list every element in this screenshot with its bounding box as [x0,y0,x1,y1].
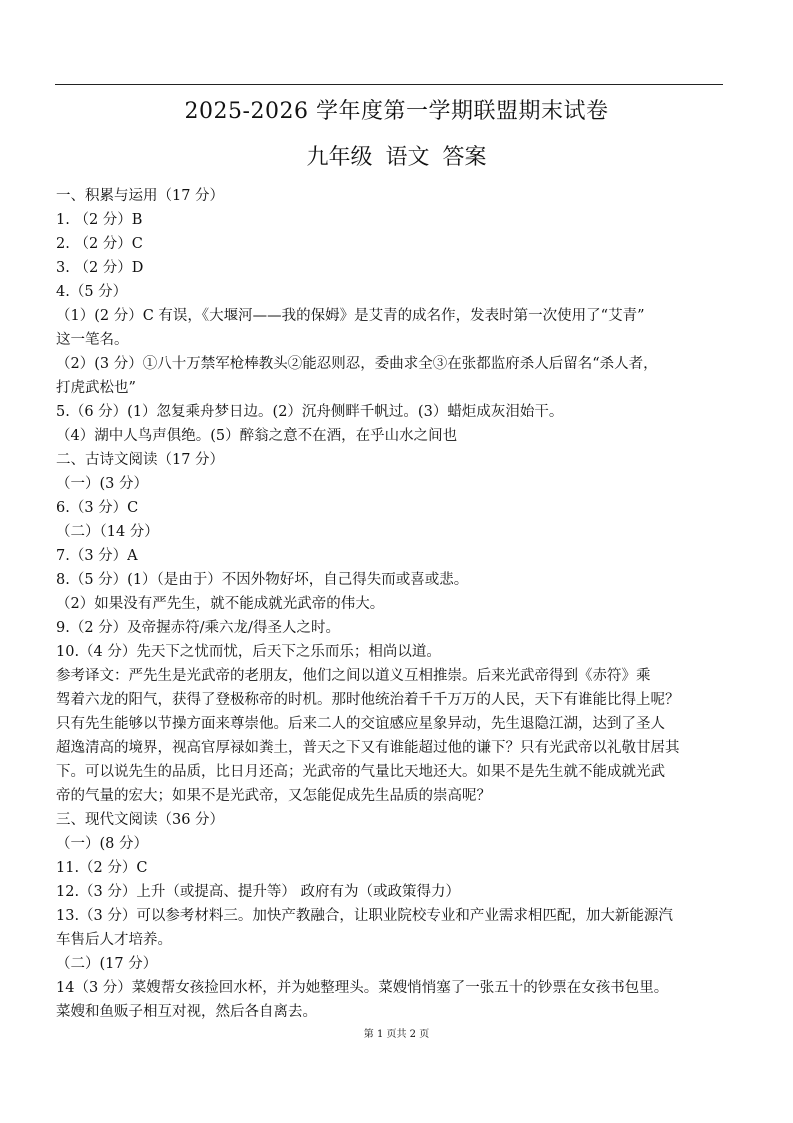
answer-line: （4）湖中人鸟声俱绝。(5）醉翁之意不在酒，在乎山水之间也 [56,428,458,444]
answer-line: 2. （2 分）C [56,236,143,252]
answer-line: 10.（4 分）先天下之忧而忧，后天下之乐而乐；相尚以道。 [56,644,441,660]
answer-line: 8.（5 分）(1）（是由于）不因外物好坏，自己得失而或喜或悲。 [56,572,469,588]
answer-line: 9.（2 分）及帝握赤符/乘六龙/得圣人之时。 [56,620,340,636]
answer-line: 这一笔名。 [56,332,129,348]
answer-line: 1. （2 分）B [56,212,143,228]
document-title: 2025-2026 学年度第一学期联盟期末试卷 [184,99,609,124]
header-rule [55,84,723,85]
subsection-heading: （二）（14 分） [56,524,159,540]
answer-line: 打虎武松也” [56,380,136,396]
answer-line: 6.（3 分）C [56,500,139,516]
answer-line: （1）(2 分）C 有误，《大堰河——我的保姆》是艾青的成名作，发表时第一次使用了“艾青” [56,308,645,324]
subsection-heading: （二）(17 分） [56,956,158,972]
translation-line: 超逸清高的境界，视高官厚禄如粪土，普天之下又有谁能超过他的谦下？只有光武帝以礼敬甘居其 [56,740,680,756]
subsection-heading: （一）(3 分） [56,476,148,492]
translation-line: 只有先生能够以节操方面来尊崇他。后来二人的交谊感应星象异动，先生退隐江湖，达到了圣人 [56,716,665,732]
answer-line: （2）(3 分）①八十万禁军枪棒教头②能忍则忍，委曲求全③在张都监府杀人后留名“杀人者， [56,356,658,372]
answer-line: 3. （2 分）D [56,260,144,276]
section-heading: 二、古诗文阅读（17 分） [56,452,225,468]
translation-line: 下。可以说先生的品质，比日月还高；光武帝的气量比天地还大。如果不是先生就不能成就光武 [56,764,665,780]
answer-line: 7.（3 分）A [56,548,138,564]
answer-line: 13.（3 分）可以参考材料三。加快产教融合，让职业院校专业和产业需求相匹配，加大新能源汽 [56,908,673,924]
answer-line: 菜嫂和鱼贩子相互对视，然后各自离去。 [56,1004,317,1020]
answer-line: 11.（2 分）C [56,860,148,876]
document-subtitle: 九年级 语文 答案 [306,145,487,170]
section-heading: 一、积累与运用（17 分） [56,188,225,204]
answer-line: 14（3 分）菜嫂帮女孩捡回水杯，并为她整理头。菜嫂悄悄塞了一张五十的钞票在女孩书包里。 [56,980,669,996]
answer-line: 4.（5 分） [56,284,128,300]
answer-line: 车售后人才培养。 [56,932,172,948]
answer-line: 12.（3 分）上升（或提高、提升等） 政府有为（或政策得力） [56,884,461,900]
translation-line: 参考译文：严先生是光武帝的老朋友，他们之间以道义互相推崇。后来光武帝得到《赤符》乘 [56,668,651,684]
section-heading: 三、现代文阅读（36 分） [56,812,225,828]
subsection-heading: （一）(8 分） [56,836,148,852]
translation-line: 帝的气量的宏大；如果不是光武帝，又怎能促成先生品质的崇高呢？ [56,788,491,804]
answer-body [56,184,740,1024]
translation-line: 驾着六龙的阳气，获得了登极称帝的时机。那时他统治着千千万万的人民，天下有谁能比得上呢？ [56,692,680,708]
answer-line: （2）如果没有严先生，就不能成就光武帝的伟大。 [56,596,385,612]
page-number-footer: 第 1 页共 2 页 [363,1029,430,1040]
answer-line: 5.（6 分）(1）忽复乘舟梦日边。(2）沉舟侧畔千帆过。(3）蜡炬成灰泪始干。 [56,404,564,420]
